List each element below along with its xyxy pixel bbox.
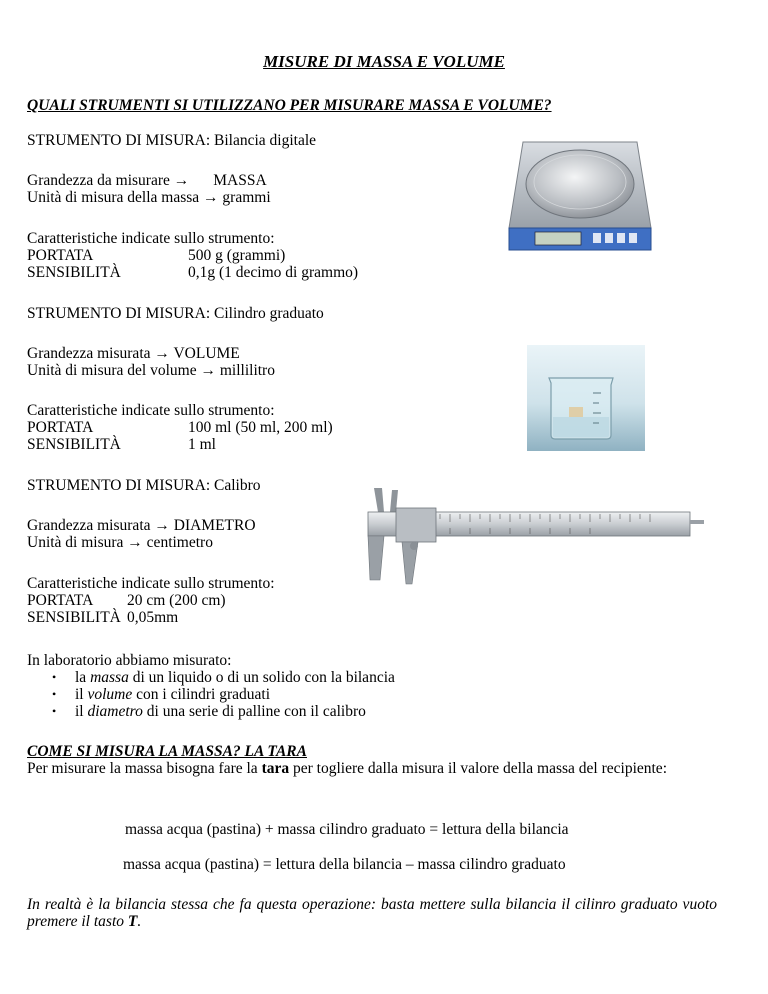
caliper-instrument: STRUMENTO DI MISURA: Calibro <box>27 477 261 494</box>
caliper-quantity: Grandezza misurata → DIAMETRO <box>27 517 256 534</box>
question-instruments: QUALI STRUMENTI SI UTILIZZANO PER MISURARE MASSA E VOLUME? <box>27 97 552 114</box>
lab-list <box>52 669 395 720</box>
balance-sensitivity-value: 0,1g (1 decimo di grammo) <box>188 264 359 281</box>
balance-unit: Unità di misura della massa → grammi <box>27 189 271 206</box>
balance-range-label: PORTATA <box>27 247 94 264</box>
question-tara: COME SI MISURA LA MASSA? LA TARA <box>27 743 307 760</box>
cylinder-features: Caratteristiche indicate sullo strumento: <box>27 402 275 419</box>
balance-quantity-value: MASSA <box>213 172 267 189</box>
cylinder-range-value: 100 ml (50 ml, 200 ml) <box>188 419 333 436</box>
cylinder-sensitivity-value: 1 ml <box>188 436 216 453</box>
cylinder-instrument: STRUMENTO DI MISURA: Cilindro graduato <box>27 305 324 322</box>
cylinder-range-label: PORTATA <box>27 419 94 436</box>
caliper-range-label: PORTATA <box>27 592 94 609</box>
list-item: • il volume con i cilindri graduati <box>52 686 395 703</box>
caliper-range-value: 20 cm (200 cm) <box>127 592 226 609</box>
tara-paragraph: Per misurare la massa bisogna fare la tara per togliere dalla misura il valore della massa del recipiente: <box>27 760 667 777</box>
digital-balance-image <box>505 136 655 254</box>
balance-sensitivity-label: SENSIBILITÀ <box>27 264 121 281</box>
caliper-image <box>340 484 704 590</box>
list-item: • il diametro di una serie di palline con il calibro <box>52 703 395 720</box>
tara-equation-1: massa acqua (pastina) + massa cilindro graduato = lettura della bilancia <box>125 821 569 838</box>
caliper-features: Caratteristiche indicate sullo strumento: <box>27 575 275 592</box>
caliper-sensitivity-label: SENSIBILITÀ <box>27 609 121 626</box>
tara-note: In realtà è la bilancia stessa che fa questa operazione: basta mettere sulla bilancia il cilinro graduato vuoto premere il tasto T. <box>27 896 717 930</box>
caliper-sensitivity-value: 0,05mm <box>127 609 179 626</box>
caliper-unit: Unità di misura → centimetro <box>27 534 213 551</box>
cylinder-quantity: Grandezza misurata → VOLUME <box>27 345 240 362</box>
list-item: • la massa di un liquido o di un solido con la bilancia <box>52 669 395 686</box>
balance-quantity <box>27 172 267 189</box>
cylinder-unit: Unità di misura del volume → millilitro <box>27 362 275 379</box>
graduated-beaker-image <box>527 345 645 451</box>
page-title: MISURE DI MASSA E VOLUME <box>263 52 505 71</box>
cylinder-sensitivity-label: SENSIBILITÀ <box>27 436 121 453</box>
balance-range-value: 500 g (grammi) <box>188 247 286 264</box>
balance-features: Caratteristiche indicate sullo strumento: <box>27 230 275 247</box>
tara-equation-2: massa acqua (pastina) = lettura della bilancia – massa cilindro graduato <box>123 856 566 873</box>
balance-instrument: STRUMENTO DI MISURA: Bilancia digitale <box>27 132 317 149</box>
lab-intro: In laboratorio abbiamo misurato: <box>27 652 232 669</box>
balance-quantity-label: Grandezza da misurare → <box>27 172 190 189</box>
